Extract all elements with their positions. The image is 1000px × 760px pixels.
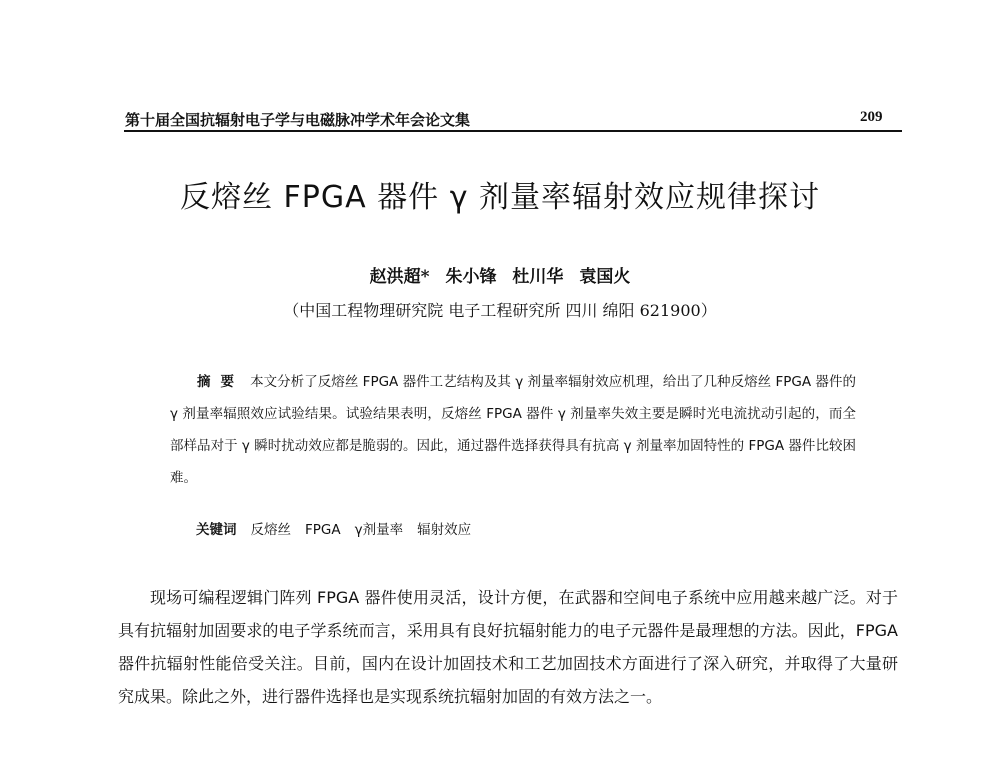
author-list: 赵洪超* 朱小锋 杜川华 袁国火: [369, 267, 631, 287]
keywords-label: 关键词: [196, 522, 237, 538]
body-paragraph: 现场可编程逻辑门阵列 FPGA 器件使用灵活，设计方便，在武器和空间电子系统中应用越来越广泛。对于具有抗辐射加固要求的电子学系统而言，采用具有良好抗辐射能力的电子元器件是最理想的方法。因此，FPGA 器件抗辐射性能倍受关注。目前，国内在设计加固技术和工艺加固技术方面进行了深入研究，并取得了大量研究成果。除此之外，进行器件选择也是实现系统抗辐射加固的有效方法之一。: [118, 588, 898, 706]
abstract-text: 本文分析了反熔丝 FPGA 器件工艺结构及其 γ 剂量率辐射效应机理，给出了几种反熔丝 FPGA 器件的 γ 剂量率辐照效应试验结果。试验结果表明，反熔丝 FPGA 器件 γ 剂量率失效主要是瞬时光电流扰动引起的，而全部样品对于 γ 瞬时扰动效应都是脆弱的。因此，通过器件选择获得具有抗高 γ 剂量率加固特性的 FPGA 器件比较困难。: [170, 374, 856, 486]
keyword-item: 辐射效应: [417, 522, 472, 538]
keyword-item: 反熔丝: [250, 522, 291, 538]
running-header-title: 第十届全国抗辐射电子学与电磁脉冲学术年会论文集: [125, 111, 471, 129]
header-divider: [124, 130, 902, 132]
keywords: [196, 518, 485, 538]
keyword-item: γ剂量率: [354, 522, 404, 538]
page-number: 209: [860, 109, 883, 125]
keyword-item: FPGA: [305, 522, 341, 538]
paper-title: 反熔丝 FPGA 器件 γ 剂量率辐射效应规律探讨: [179, 180, 820, 215]
abstract-label: 摘要: [197, 374, 245, 390]
author-affiliation: （中国工程物理研究院 电子工程研究所 四川 绵阳 621900）: [283, 301, 717, 320]
abstract: [170, 366, 856, 494]
